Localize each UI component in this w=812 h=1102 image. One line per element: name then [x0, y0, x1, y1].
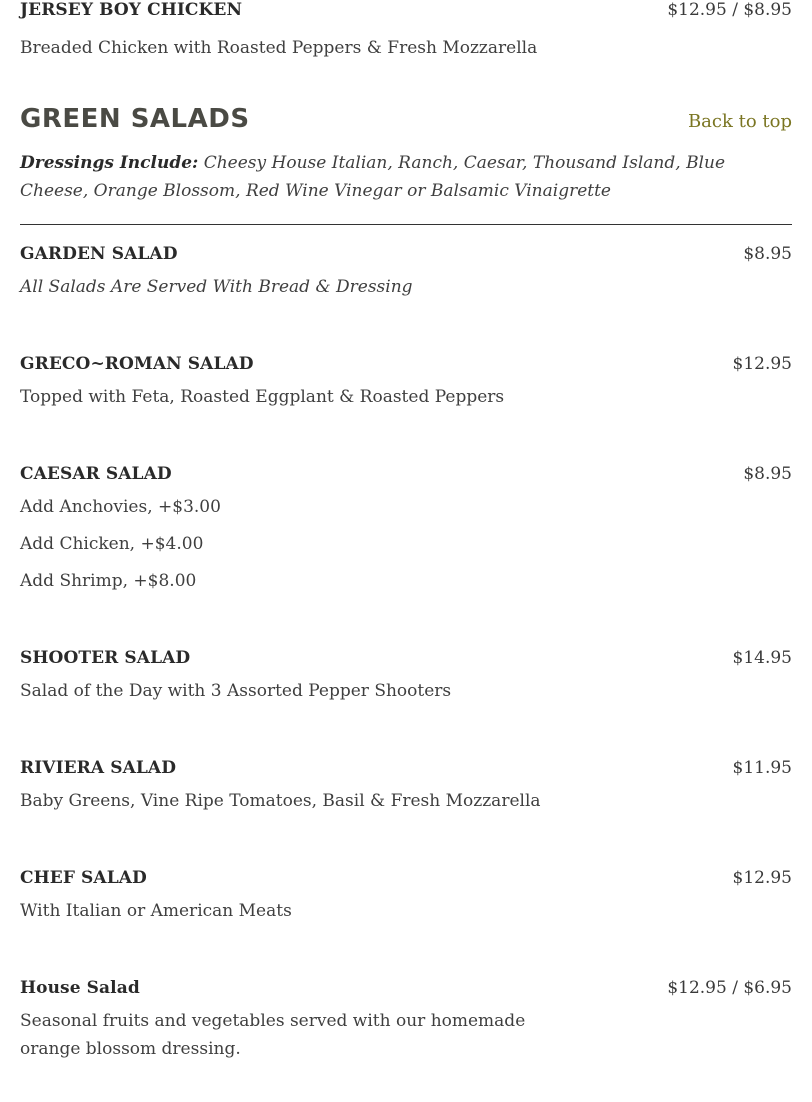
menu-item-riviera-salad: [20, 758, 792, 815]
dressings-label: Dressings Include:: [20, 153, 199, 173]
section-title: GREEN SALADS: [20, 104, 250, 134]
item-price: $11.95: [732, 758, 792, 778]
item-addon: Add Anchovies, +$3.00: [20, 497, 221, 517]
item-name: JERSEY BOY CHICKEN: [20, 0, 243, 20]
item-description: With Italian or American Meats: [20, 901, 292, 921]
item-name: RIVIERA SALAD: [20, 758, 177, 778]
item-price: $12.95 / $6.95: [667, 978, 792, 998]
item-description: Topped with Feta, Roasted Eggplant & Roasted Peppers: [20, 387, 505, 407]
item-description: Seasonal fruits and vegetables served with our homemade orange blossom dressing.: [20, 1011, 526, 1059]
item-name: GRECO~ROMAN SALAD: [20, 354, 254, 374]
item-addon: Add Shrimp, +$8.00: [20, 571, 197, 591]
item-name: CAESAR SALAD: [20, 464, 172, 484]
item-name: House Salad: [20, 978, 140, 998]
item-name: SHOOTER SALAD: [20, 648, 191, 668]
item-addon: Add Chicken, +$4.00: [20, 534, 204, 554]
menu-item-greco-roman-salad: [20, 354, 792, 411]
menu-item-jersey-boy-chicken: [20, 0, 792, 62]
back-to-top-link[interactable]: Back to top: [687, 111, 792, 132]
section-header: [20, 104, 792, 134]
item-price: $8.95: [743, 464, 792, 484]
menu-item-caesar-salad: [20, 464, 792, 595]
item-description: All Salads Are Served With Bread & Dressing: [20, 277, 413, 297]
item-name: GARDEN SALAD: [20, 244, 178, 264]
menu-item-house-salad: [20, 978, 792, 1063]
menu-item-garden-salad: [20, 244, 792, 301]
item-price: $8.95: [743, 244, 792, 264]
item-description: Salad of the Day with 3 Assorted Pepper Shooters: [20, 681, 452, 701]
section-divider: [20, 224, 792, 225]
item-description: Breaded Chicken with Roasted Peppers & Fresh Mozzarella: [20, 38, 538, 58]
item-description: Baby Greens, Vine Ripe Tomatoes, Basil & Fresh Mozzarella: [20, 791, 541, 811]
item-price: $12.95 / $8.95: [667, 0, 792, 20]
item-price: $14.95: [732, 648, 792, 668]
dressings-list: Cheesy House Italian, Ranch, Caesar, Thousand Island, Blue Cheese, Orange Blossom, Red Wine Vinegar or Balsamic Vinaigrette: [20, 153, 726, 201]
item-price: $12.95: [732, 354, 792, 374]
dressings-note: [20, 149, 760, 205]
menu-item-shooter-salad: [20, 648, 792, 705]
menu-item-chef-salad: [20, 868, 792, 925]
item-name: CHEF SALAD: [20, 868, 147, 888]
item-price: $12.95: [732, 868, 792, 888]
